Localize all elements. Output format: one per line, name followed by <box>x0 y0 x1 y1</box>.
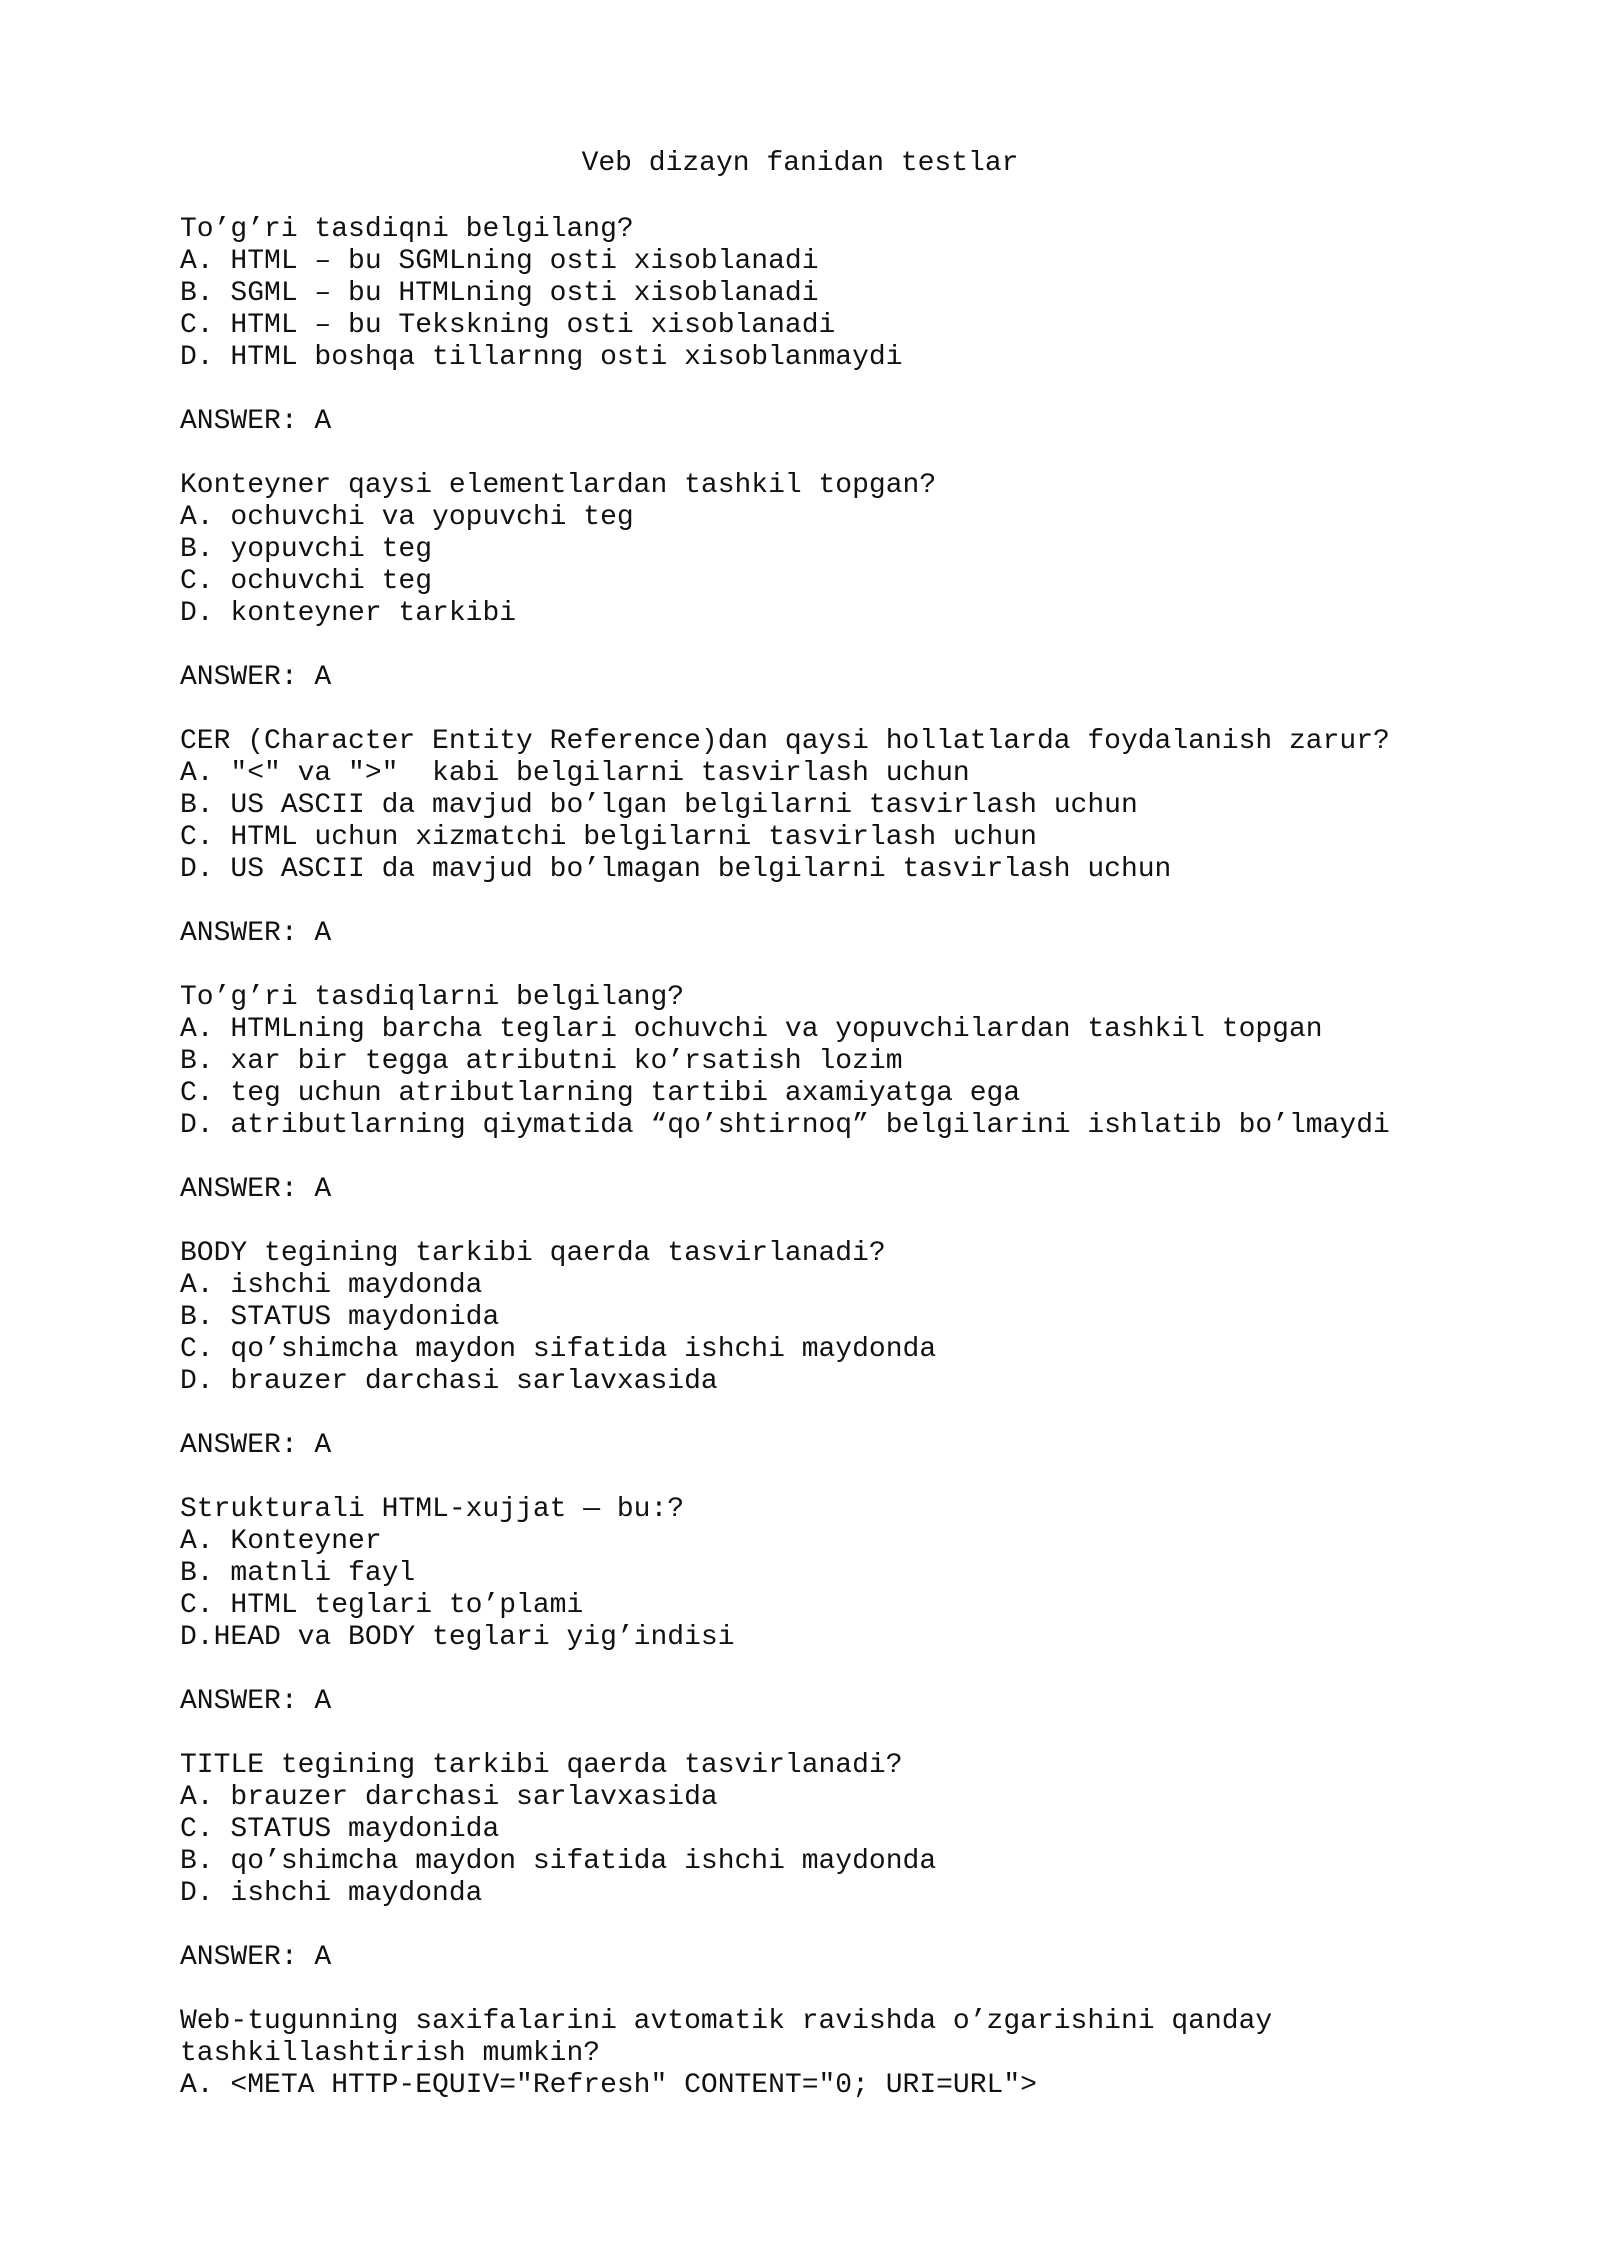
answer-line: ANSWER: A <box>180 406 332 437</box>
option-c: C. teg uchun atributlarning tartibi axamiyatga ega <box>180 1078 1021 1109</box>
option-d: D. konteyner tarkibi <box>180 598 517 629</box>
option-a: A. <META HTTP-EQUIV="Refresh" CONTENT="0; URI=URL"> <box>180 2070 1037 2101</box>
option-c: C. HTML – bu Tekskning osti xisoblanadi <box>180 310 836 341</box>
option-a: A. HTML – bu SGMLning osti xisoblanadi <box>180 246 819 277</box>
question-1 <box>180 214 1480 438</box>
option-b: B. STATUS maydonida <box>180 1302 500 1333</box>
option-b: B. matnli fayl <box>180 1558 416 1589</box>
option-d: D. atributlarning qiymatida “qo’shtirnoq” belgilarini ishlatib bo’lmaydi <box>180 1110 1390 1141</box>
option-c: C. HTML teglari to’plami <box>180 1590 584 1621</box>
question-text: Konteyner qaysi elementlardan tashkil topgan? <box>180 470 937 501</box>
option-c: C. qo’shimcha maydon sifatida ishchi maydonda <box>180 1334 937 1365</box>
question-list <box>180 214 1480 2134</box>
question-4 <box>180 982 1480 1206</box>
option-b: B. US ASCII da mavjud bo’lgan belgilarni tasvirlash uchun <box>180 790 1138 821</box>
answer-line: ANSWER: A <box>180 1174 332 1205</box>
question-6 <box>180 1494 1480 1718</box>
option-a: A. ishchi maydonda <box>180 1270 483 1301</box>
option-b: B. xar bir tegga atributni ko’rsatish lozim <box>180 1046 903 1077</box>
question-7 <box>180 1750 1480 1974</box>
question-text: BODY tegining tarkibi qaerda tasvirlanadi? <box>180 1238 886 1269</box>
document-title: Veb dizayn fanidan testlar <box>581 148 1019 179</box>
question-text-continued: tashkillashtirish mumkin? <box>180 2038 601 2069</box>
option-d: D. ishchi maydonda <box>180 1878 483 1909</box>
option-c: C. STATUS maydonida <box>180 1814 500 1845</box>
option-a: A. HTMLning barcha teglari ochuvchi va yopuvchilardan tashkil topgan <box>180 1014 1323 1045</box>
option-a: A. ochuvchi va yopuvchi teg <box>180 502 634 533</box>
option-c: C. ochuvchi teg <box>180 566 433 597</box>
question-2 <box>180 470 1480 694</box>
question-text: Web-tugunning saxifalarini avtomatik ravishda o’zgarishini qanday <box>180 2006 1273 2037</box>
option-c: C. HTML uchun xizmatchi belgilarni tasvirlash uchun <box>180 822 1037 853</box>
question-5 <box>180 1238 1480 1462</box>
option-d: D. US ASCII da mavjud bo’lmagan belgilarni tasvirlash uchun <box>180 854 1172 885</box>
question-text: Strukturali HTML-xujjat — bu:? <box>180 1494 685 1525</box>
answer-line: ANSWER: A <box>180 662 332 693</box>
question-text: TITLE tegining tarkibi qaerda tasvirlanadi? <box>180 1750 903 1781</box>
option-b: B. qo’shimcha maydon sifatida ishchi maydonda <box>180 1846 937 1877</box>
question-text: To’g’ri tasdiqlarni belgilang? <box>180 982 685 1013</box>
question-3 <box>180 726 1480 950</box>
option-b: B. SGML – bu HTMLning osti xisoblanadi <box>180 278 819 309</box>
answer-line: ANSWER: A <box>180 1942 332 1973</box>
option-d: D. brauzer darchasi sarlavxasida <box>180 1366 718 1397</box>
option-d: D. HTML boshqa tillarnng osti xisoblanmaydi <box>180 342 903 373</box>
option-a: A. Konteyner <box>180 1526 382 1557</box>
question-text: To’g’ri tasdiqni belgilang? <box>180 214 634 245</box>
question-8 <box>180 2006 1480 2102</box>
answer-line: ANSWER: A <box>180 918 332 949</box>
answer-line: ANSWER: A <box>180 1686 332 1717</box>
option-b: B. yopuvchi teg <box>180 534 433 565</box>
answer-line: ANSWER: A <box>180 1430 332 1461</box>
option-a: A. brauzer darchasi sarlavxasida <box>180 1782 718 1813</box>
option-a: A. "<" va ">" kabi belgilarni tasvirlash uchun <box>180 758 970 789</box>
option-d: D.HEAD va BODY teglari yig’indisi <box>180 1622 735 1653</box>
question-text: CER (Character Entity Reference)dan qaysi hollatlarda foydalanish zarur? <box>180 726 1390 757</box>
